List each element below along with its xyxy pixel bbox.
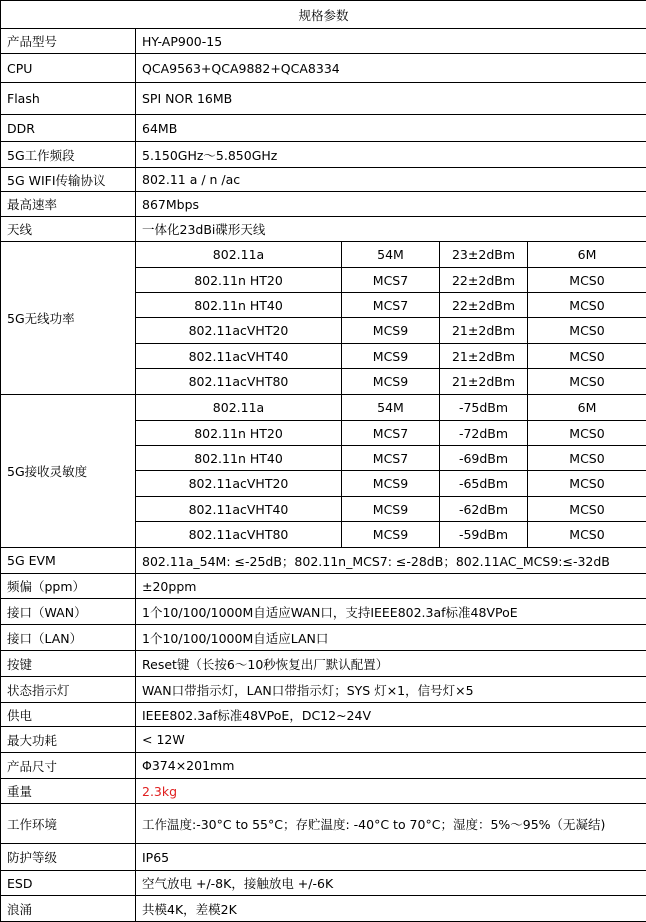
antenna-label: 天线 xyxy=(1,217,136,242)
band-label: 5G工作频段 xyxy=(1,142,136,168)
protocol-value: 802.11 a / n /ac xyxy=(136,168,646,192)
model-row xyxy=(1,29,646,54)
tx-power-cell: 802.11acVHT40 xyxy=(136,344,342,369)
tx-power-cell: MCS9 xyxy=(342,344,440,369)
dimensions-value: Φ374×201mm xyxy=(136,753,646,779)
tx-power-cell: MCS0 xyxy=(528,318,646,344)
esd-label: ESD xyxy=(1,871,136,896)
weight-row xyxy=(1,779,646,804)
table-title: 规格参数 xyxy=(1,1,646,29)
environment-value: 工作温度:-30°C to 55°C；存贮温度: -40°C to 70°C；湿度：5%～95%（无凝结) xyxy=(136,804,646,844)
rx-sensitivity-label: 5G接收灵敏度 xyxy=(1,395,136,548)
tx-power-cell: 21±2dBm xyxy=(440,318,528,344)
max-rate-label: 最高速率 xyxy=(1,192,136,217)
model-value: HY-AP900-15 xyxy=(136,29,646,54)
button-row xyxy=(1,651,646,677)
band-row xyxy=(1,142,646,168)
dimensions-row xyxy=(1,753,646,779)
antenna-value: 一体化23dBi碟形天线 xyxy=(136,217,646,242)
rx-sensitivity-cell: -75dBm xyxy=(440,395,528,421)
rx-sensitivity-cell: MCS7 xyxy=(342,421,440,446)
ddr-value: 64MB xyxy=(136,115,646,142)
environment-label: 工作环境 xyxy=(1,804,136,844)
tx-power-cell: 6M xyxy=(528,242,646,268)
rx-sensitivity-cell: 802.11n HT40 xyxy=(136,446,342,471)
lan-value: 1个10/100/1000M自适应LAN口 xyxy=(136,625,646,651)
power-label: 供电 xyxy=(1,703,136,727)
ddr-row xyxy=(1,115,646,142)
wan-row xyxy=(1,599,646,625)
tx-power-cell: 802.11n HT40 xyxy=(136,293,342,318)
tx-power-cell: MCS0 xyxy=(528,369,646,395)
cpu-row xyxy=(1,54,646,83)
surge-label: 浪涌 xyxy=(1,896,136,922)
protocol-row xyxy=(1,168,646,192)
button-value: Reset键（长按6～10秒恢复出厂默认配置） xyxy=(136,651,646,677)
antenna-row xyxy=(1,217,646,242)
evm-label: 5G EVM xyxy=(1,548,136,574)
rx-sensitivity-cell: MCS9 xyxy=(342,497,440,522)
tx-power-cell: 22±2dBm xyxy=(440,293,528,318)
protection-value: IP65 xyxy=(136,844,646,871)
tx-power-label: 5G无线功率 xyxy=(1,242,136,395)
rx-sensitivity-cell: 802.11n HT20 xyxy=(136,421,342,446)
tx-power-cell: MCS7 xyxy=(342,268,440,293)
max-rate-row xyxy=(1,192,646,217)
flash-row xyxy=(1,83,646,115)
tx-power-cell: MCS7 xyxy=(342,293,440,318)
rx-sensitivity-cell: 802.11acVHT80 xyxy=(136,522,342,548)
tx-power-cell: MCS9 xyxy=(342,318,440,344)
flash-label: Flash xyxy=(1,83,136,115)
tx-power-cell: 23±2dBm xyxy=(440,242,528,268)
rx-sensitivity-cell: -62dBm xyxy=(440,497,528,522)
esd-row xyxy=(1,871,646,896)
flash-value: SPI NOR 16MB xyxy=(136,83,646,115)
evm-row xyxy=(1,548,646,574)
tx-power-cell: 54M xyxy=(342,242,440,268)
tx-power-cell: 802.11acVHT80 xyxy=(136,369,342,395)
environment-row xyxy=(1,804,646,844)
rx-sensitivity-cell: MCS0 xyxy=(528,471,646,497)
freq-offset-row xyxy=(1,574,646,599)
ddr-label: DDR xyxy=(1,115,136,142)
led-row xyxy=(1,677,646,703)
rx-sensitivity-cell: -65dBm xyxy=(440,471,528,497)
rx-sensitivity-cell: MCS9 xyxy=(342,522,440,548)
tx-power-cell: MCS0 xyxy=(528,268,646,293)
max-power-label: 最大功耗 xyxy=(1,727,136,753)
rx-sensitivity-cell: MCS7 xyxy=(342,446,440,471)
tx-power-cell: 21±2dBm xyxy=(440,369,528,395)
rx-sensitivity-cell: 54M xyxy=(342,395,440,421)
tx-power-cell: 802.11a xyxy=(136,242,342,268)
lan-row xyxy=(1,625,646,651)
protocol-label: 5G WIFI传输协议 xyxy=(1,168,136,192)
model-label: 产品型号 xyxy=(1,29,136,54)
esd-value: 空气放电 +/-8K，接触放电 +/-6K xyxy=(136,871,646,896)
rx-sensitivity-cell: 6M xyxy=(528,395,646,421)
tx-power-row xyxy=(1,242,646,268)
band-value: 5.150GHz～5.850GHz xyxy=(136,142,646,168)
tx-power-cell: 21±2dBm xyxy=(440,344,528,369)
tx-power-cell: 22±2dBm xyxy=(440,268,528,293)
rx-sensitivity-cell: 802.11acVHT40 xyxy=(136,497,342,522)
protection-label: 防护等级 xyxy=(1,844,136,871)
tx-power-cell: 802.11acVHT20 xyxy=(136,318,342,344)
led-value: WAN口带指示灯，LAN口带指示灯；SYS 灯×1，信号灯×5 xyxy=(136,677,646,703)
wan-value: 1个10/100/1000M自适应WAN口，支持IEEE802.3af标准48VPoE xyxy=(136,599,646,625)
spec-table-body xyxy=(1,1,646,922)
rx-sensitivity-row xyxy=(1,395,646,421)
power-value: IEEE802.3af标准48VPoE，DC12~24V xyxy=(136,703,646,727)
surge-row xyxy=(1,896,646,922)
title-row xyxy=(1,1,646,29)
dimensions-label: 产品尺寸 xyxy=(1,753,136,779)
rx-sensitivity-cell: -72dBm xyxy=(440,421,528,446)
button-label: 按键 xyxy=(1,651,136,677)
wan-label: 接口（WAN） xyxy=(1,599,136,625)
rx-sensitivity-cell: -59dBm xyxy=(440,522,528,548)
rx-sensitivity-cell: MCS0 xyxy=(528,421,646,446)
tx-power-cell: 802.11n HT20 xyxy=(136,268,342,293)
freq-offset-value: ±20ppm xyxy=(136,574,646,599)
rx-sensitivity-cell: MCS0 xyxy=(528,522,646,548)
protection-row xyxy=(1,844,646,871)
freq-offset-label: 频偏（ppm） xyxy=(1,574,136,599)
rx-sensitivity-cell: MCS9 xyxy=(342,471,440,497)
weight-label: 重量 xyxy=(1,779,136,804)
power-row xyxy=(1,703,646,727)
max-power-value: < 12W xyxy=(136,727,646,753)
rx-sensitivity-cell: MCS0 xyxy=(528,446,646,471)
rx-sensitivity-cell: 802.11acVHT20 xyxy=(136,471,342,497)
surge-value: 共模4K，差模2K xyxy=(136,896,646,922)
rx-sensitivity-cell: 802.11a xyxy=(136,395,342,421)
weight-value: 2.3kg xyxy=(136,779,646,804)
cpu-label: CPU xyxy=(1,54,136,83)
max-rate-value: 867Mbps xyxy=(136,192,646,217)
rx-sensitivity-cell: MCS0 xyxy=(528,497,646,522)
cpu-value: QCA9563+QCA9882+QCA8334 xyxy=(136,54,646,83)
evm-value: 802.11a_54M: ≤-25dB；802.11n_MCS7: ≤-28dB；802.11AC_MCS9:≤-32dB xyxy=(136,548,646,574)
lan-label: 接口（LAN） xyxy=(1,625,136,651)
tx-power-cell: MCS0 xyxy=(528,344,646,369)
max-power-row xyxy=(1,727,646,753)
tx-power-cell: MCS9 xyxy=(342,369,440,395)
led-label: 状态指示灯 xyxy=(1,677,136,703)
tx-power-cell: MCS0 xyxy=(528,293,646,318)
rx-sensitivity-cell: -69dBm xyxy=(440,446,528,471)
